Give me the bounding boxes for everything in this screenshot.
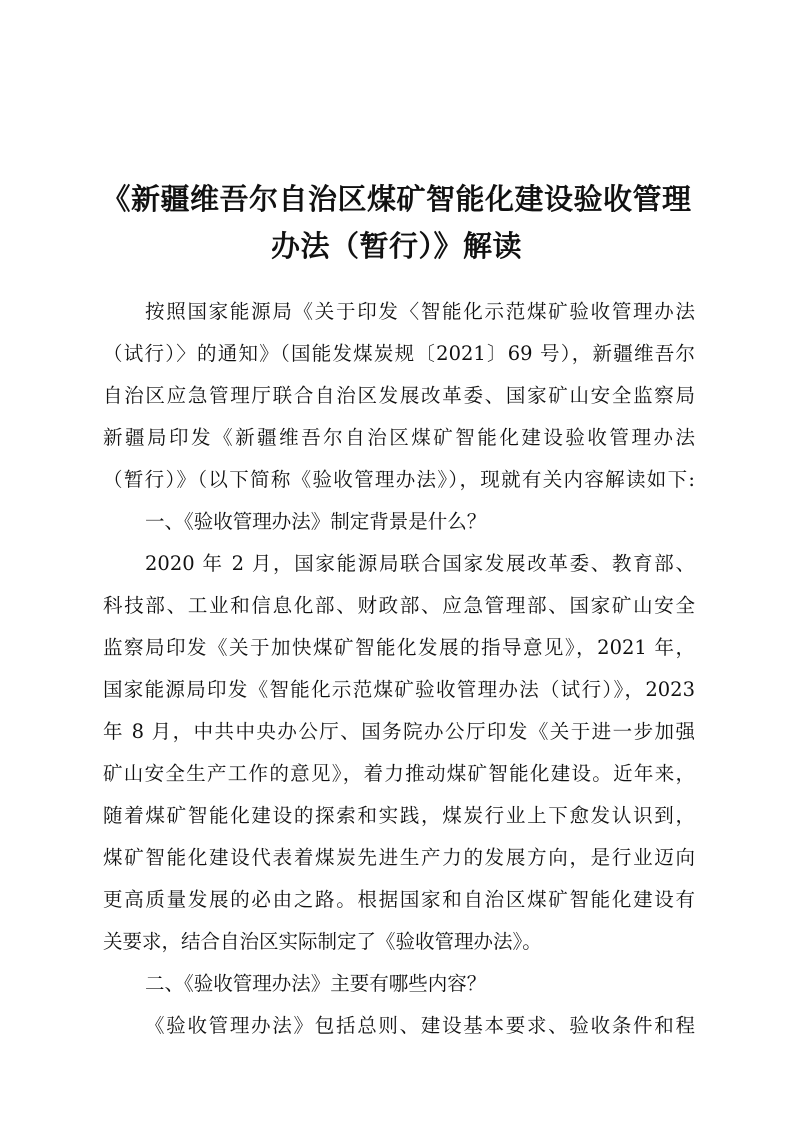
paragraph-1-line-5: （暂行）》（以下简称《验收管理办法》），现就有关内容解读如下: <box>103 468 695 491</box>
paragraph-2-line-9: 更高质量发展的必由之路。根据国家和自治区煤矿智能化建设有 <box>103 888 695 911</box>
paragraph-2-line-10: 关要求，结合自治区实际制定了《验收管理办法》。 <box>103 930 542 953</box>
section-heading-1: 一、《验收管理办法》制定背景是什么？ <box>145 510 487 533</box>
paragraph-2-line-5: 年 8 月，中共中央办公厅、国务院办公厅印发《关于进一步加强 <box>103 720 695 743</box>
paragraph-2-line-6: 矿山安全生产工作的意见》，着力推动煤矿智能化建设。近年来， <box>103 762 695 785</box>
paragraph-3-line-1: 《验收管理办法》包括总则、建设基本要求、验收条件和程 <box>145 1014 695 1037</box>
paragraph-2-line-3: 监察局印发《关于加快煤矿智能化发展的指导意见》，2021 年， <box>103 636 695 659</box>
paragraph-1-line-3: 自治区应急管理厅联合自治区发展改革委、国家矿山安全监察局 <box>103 384 695 407</box>
paragraph-2-line-4: 国家能源局印发《智能化示范煤矿验收管理办法（试行）》，2023 <box>103 678 695 701</box>
paragraph-1-line-1: 按照国家能源局《关于印发〈智能化示范煤矿验收管理办法 <box>145 300 695 323</box>
paragraph-2-line-2: 科技部、工业和信息化部、财政部、应急管理部、国家矿山安全 <box>103 594 695 617</box>
paragraph-1-line-2: （试行）〉的通知》（国能发煤炭规〔2021〕69 号），新疆维吾尔 <box>103 342 695 365</box>
paragraph-1-line-4: 新疆局印发《新疆维吾尔自治区煤矿智能化建设验收管理办法 <box>103 426 695 449</box>
paragraph-2-line-7: 随着煤矿智能化建设的探索和实践，煤炭行业上下愈发认识到， <box>103 804 695 827</box>
document-title-line-2: 办法（暂行）》解读 <box>270 229 522 263</box>
section-heading-2: 二、《验收管理办法》主要有哪些内容？ <box>145 972 487 995</box>
paragraph-2-line-1: 2020 年 2 月，国家能源局联合国家发展改革委、教育部、 <box>145 552 695 575</box>
paragraph-2-line-8: 煤矿智能化建设代表着煤炭先进生产力的发展方向，是行业迈向 <box>103 846 695 869</box>
document-title-line-1: 《新疆维吾尔自治区煤矿智能化建设验收管理 <box>101 182 692 216</box>
